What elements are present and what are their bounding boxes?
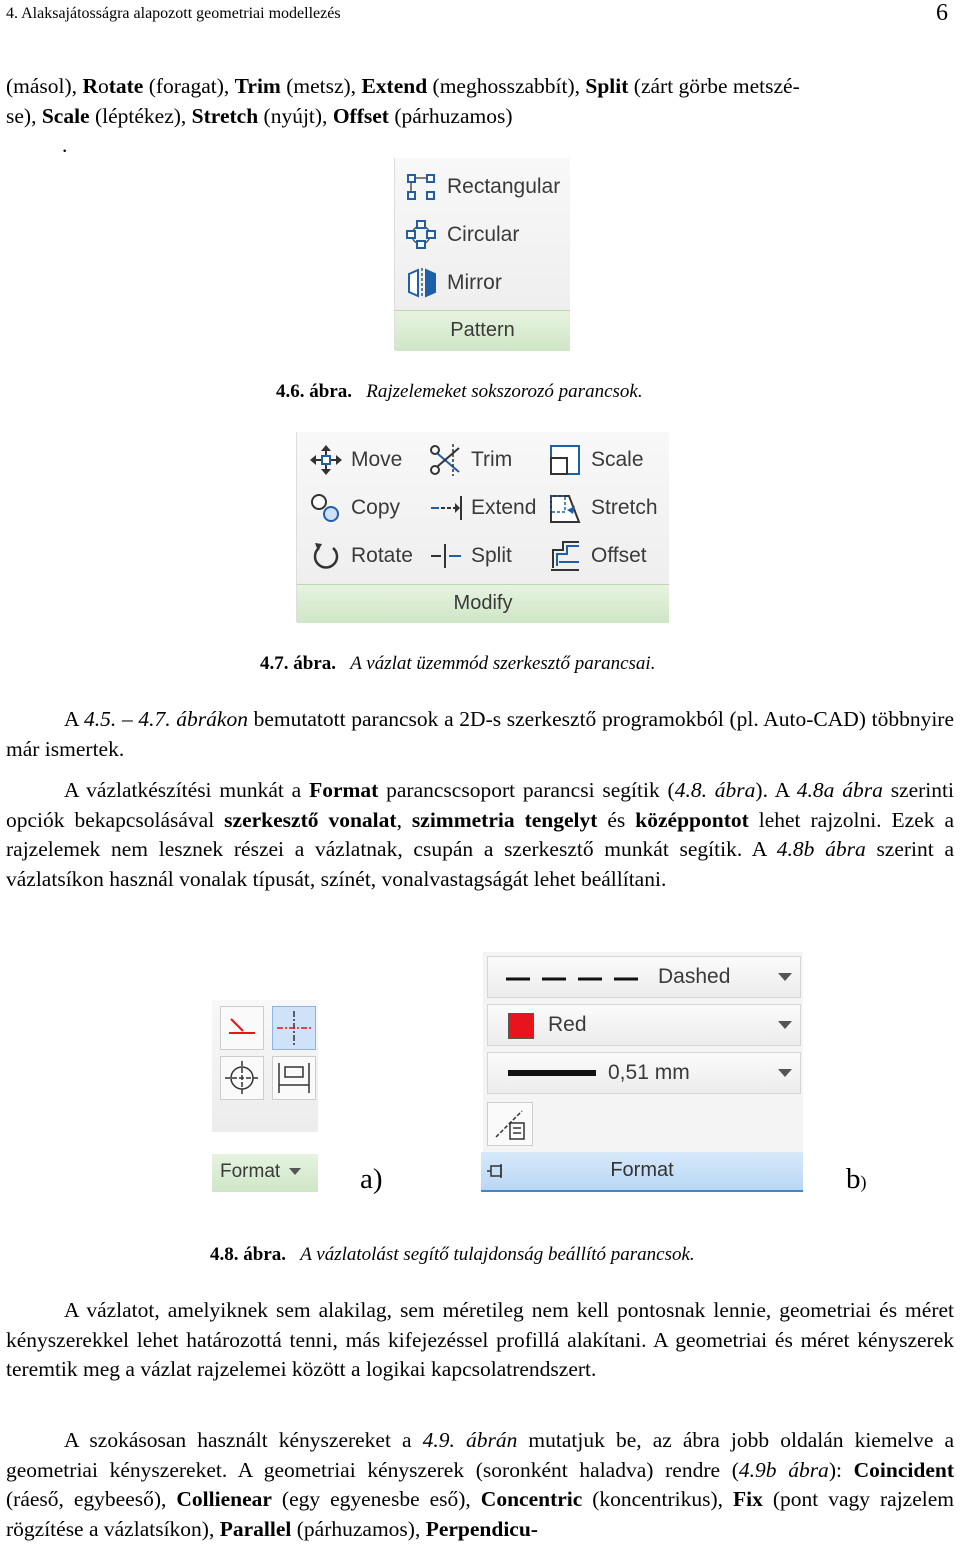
extend-button[interactable]: Extend	[429, 492, 536, 524]
figure-label-a: a)	[360, 1163, 383, 1195]
rotate-button[interactable]: Rotate	[309, 540, 413, 572]
rotate-icon	[309, 540, 343, 572]
format-panel-a-title[interactable]: Format	[212, 1154, 318, 1192]
paragraph-3: A vázlatot, amelyiknek sem alakilag, sem méretileg nem kell pontosnak lennie, geometriai és méret kényszerekkel lehet határozottá tenni, más kifejezéssel profillá alakítani. A geometriai és méret kényszerek teremtik meg a vázlat rajzelemei között a logikai kapcsolatrendszert.	[6, 1298, 954, 1381]
centerline-icon	[273, 1007, 315, 1049]
stretch-icon	[549, 492, 583, 524]
format-settings-icon	[488, 1103, 532, 1145]
split-button[interactable]: Split	[429, 540, 512, 572]
mirror-icon	[405, 268, 439, 298]
lineweight-sample-icon	[508, 1070, 596, 1076]
figure-4-7-caption: 4.7. ábra. A vázlat üzemmód szerkesztő parancsai.	[260, 653, 656, 674]
trim-icon	[429, 444, 463, 476]
chevron-down-icon	[778, 1021, 792, 1029]
modify-panel-title[interactable]: Modify	[297, 584, 669, 623]
copy-icon	[309, 492, 343, 524]
pattern-panel-title[interactable]: Pattern	[395, 310, 570, 351]
intro-paragraph: (másol), Rotate (foragat), Trim (metsz), Extend (meghosszabbít), Split (zárt görbe metszé- se), Scale (léptékez), Stretch (nyújt), Offset (párhuzamos) .	[6, 74, 800, 157]
chevron-down-icon	[289, 1168, 301, 1175]
paragraph-4: A szokásosan használt kényszereket a 4.9. ábrán mutatjuk be, az ábra jobb oldalán kiemelve a geometriai kényszereket. A geometriai kényszerek (soronként haladva) rendre (4.9b ábra): Coincident (ráeső, egybeeső), Collienear (egy egyenesbe eső), Concentric (koncentrikus), Fix (pont vagy rajzelem rögzítése a vázlatsíkon), Parallel (párhuzamos), Perpendicu-	[6, 1428, 954, 1541]
construction-line-icon	[221, 1007, 263, 1049]
page-number: 6	[936, 0, 948, 26]
center-point-icon	[221, 1057, 263, 1099]
format-panel-b-title[interactable]: Format	[481, 1152, 803, 1192]
figure-4-8-caption: 4.8. ábra. A vázlatolást segítő tulajdonság beállító parancsok.	[210, 1244, 695, 1265]
paragraph-2: A vázlatkészítési munkát a Format parancscsoport parancsi segítik (4.8. ábra). A 4.8a ábra szerinti opciók bekapcsolásával szerkesztő vonalat, szimmetria tengelyt és középpontot lehet rajzolni. Ezek a rajzelemek nem lesznek részei a vázlatnak, csupán a szerkesztő munkát segítik. A 4.8b ábra szerint a vázlatsíkon használ vonalak típusát, színét, vonalvastagságát lehet beállítani.	[6, 778, 955, 891]
figure-4-6-caption: 4.6. ábra. Rajzelemeket sokszorozó parancsok.	[276, 381, 643, 402]
linetype-dropdown[interactable]: Dashed	[487, 956, 801, 998]
scale-button[interactable]: Scale	[549, 444, 644, 476]
move-button[interactable]: Move	[309, 444, 402, 476]
offset-icon	[549, 540, 583, 572]
rectangular-array-icon	[405, 172, 439, 202]
chevron-down-icon	[778, 1069, 792, 1077]
construction-line-button[interactable]	[220, 1006, 264, 1050]
chevron-down-icon	[778, 973, 792, 981]
split-icon	[429, 540, 463, 572]
extend-icon	[429, 492, 463, 524]
driven-dimension-button[interactable]	[272, 1056, 316, 1100]
paragraph-1: A 4.5. – 4.7. ábrákon bemutatott parancsok a 2D-s szerkesztő programokból (pl. Auto-CAD) többnyire már ismertek.	[6, 707, 954, 761]
modify-ribbon-panel	[296, 432, 669, 622]
color-swatch	[508, 1013, 534, 1039]
figure-label-b: b)	[846, 1163, 867, 1195]
offset-button[interactable]: Offset	[549, 540, 647, 572]
mirror-button[interactable]: Mirror	[405, 268, 502, 298]
centerline-button[interactable]	[272, 1006, 316, 1050]
circular-array-icon	[405, 220, 439, 250]
driven-dimension-icon	[273, 1057, 315, 1099]
stretch-button[interactable]: Stretch	[549, 492, 658, 524]
trim-button[interactable]: Trim	[429, 444, 512, 476]
pattern-ribbon-panel	[394, 158, 570, 350]
format-panel-a	[212, 1000, 318, 1132]
color-dropdown[interactable]: Red	[487, 1004, 801, 1046]
move-icon	[309, 444, 343, 476]
scale-icon	[549, 444, 583, 476]
center-point-button[interactable]	[220, 1056, 264, 1100]
lineweight-dropdown[interactable]: 0,51 mm	[487, 1052, 801, 1094]
rectangular-button[interactable]: Rectangular	[405, 172, 560, 202]
dashed-line-icon	[502, 957, 652, 997]
show-format-button[interactable]	[487, 1102, 533, 1146]
pin-icon	[487, 1162, 509, 1180]
copy-button[interactable]: Copy	[309, 492, 400, 524]
running-header-title: 4. Alaksajátosságra alapozott geometriai modellezés	[6, 5, 341, 22]
circular-button[interactable]: Circular	[405, 220, 519, 250]
